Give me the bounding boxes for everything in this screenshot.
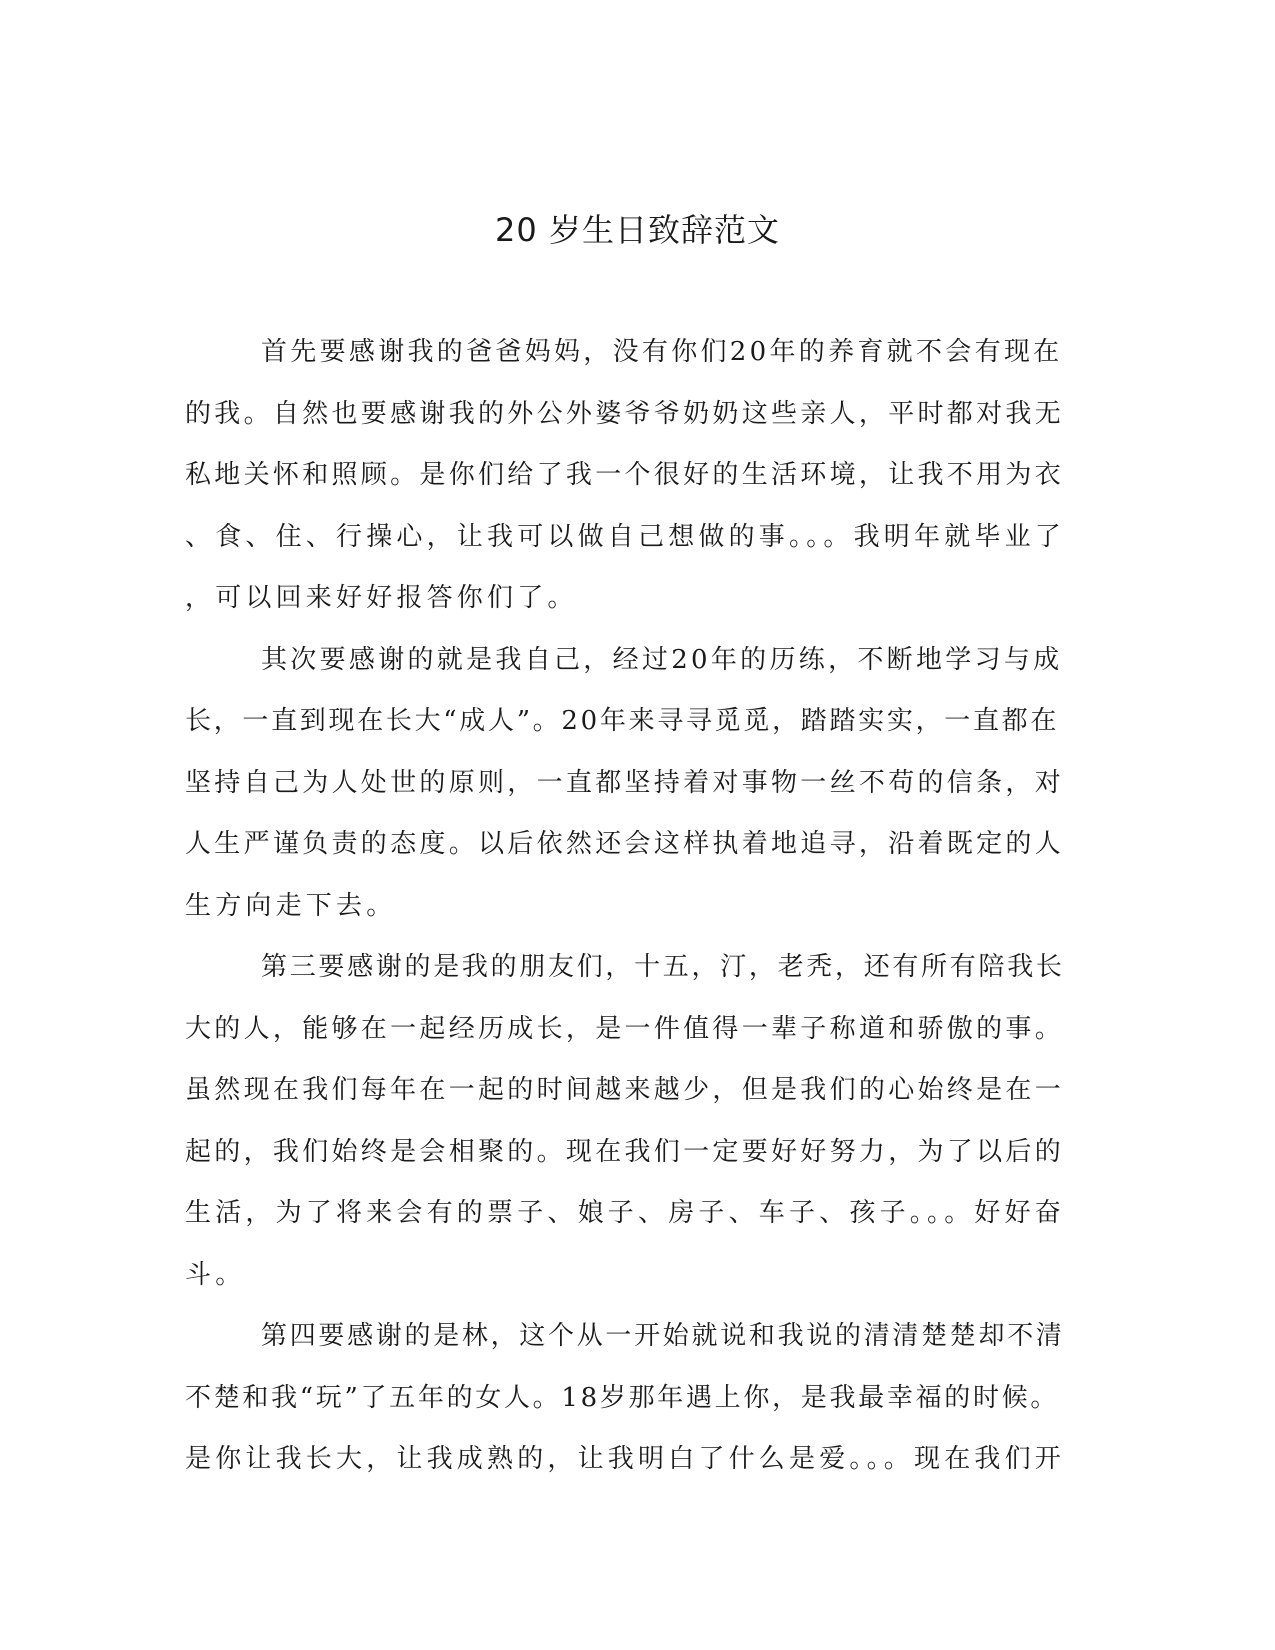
text-line: 大的人，能够在一起经历成长，是一件值得一辈子称道和骄傲的事。 [185, 1013, 1065, 1044]
document-title: 20 岁生日致辞范文 [495, 211, 780, 249]
text-line: 是你让我长大，让我成熟的，让我明白了什么是爱。。。现在我们开 [185, 1444, 1066, 1474]
text-line: 坚持自己为人处世的原则，一直都坚持着对事物一丝不苟的信条，对 [185, 767, 1065, 798]
text-line: 虽然现在我们每年在一起的时间越来越少，但是我们的心始终是在一 [185, 1075, 1065, 1105]
text-line: 其次要感谢的就是我自己，经过20年的历练，不断地学习与成 [261, 644, 1063, 675]
text-line: 不楚和我“玩”了五年的女人。18岁那年遇上你，是我最幸福的时候。 [185, 1382, 1060, 1413]
text-line: 、食、住、行操心，让我可以做自己想做的事。。。我明年就毕业了 [185, 521, 1066, 552]
text-line: 第三要感谢的是我的朋友们，十五，汀，老秃，还有所有陪我长 [261, 952, 1065, 982]
text-line: 第四要感谢的是林，这个从一开始就说和我说的清清楚楚却不清 [261, 1321, 1065, 1351]
text-line: 私地关怀和照顾。是你们给了我一个很好的生活环境，让我不用为衣 [185, 460, 1065, 490]
text-line: 生活，为了将来会有的票子、娘子、房子、车子、孩子。。。好好奋 [185, 1198, 1066, 1228]
text-line: 斗。 [185, 1259, 246, 1290]
text-line: 人生严谨负责的态度。以后依然还会这样执着地追寻，沿着既定的人 [185, 829, 1065, 859]
text-line: ，可以回来好好报答你们了。 [185, 583, 578, 613]
text-line: 起的，我们始终是会相聚的。现在我们一定要好好努力，为了以后的 [185, 1136, 1065, 1167]
text-line: 长，一直到现在长大“成人”。20年来寻寻觅觅，踏踏实实，一直都在 [185, 706, 1060, 736]
text-line: 首先要感谢我的爸爸妈妈，没有你们20年的养育就不会有现在 [261, 337, 1063, 367]
text-line: 生方向走下去。 [185, 890, 397, 921]
text-line: 的我。自然也要感谢我的外公外婆爷爷奶奶这些亲人，平时都对我无 [185, 398, 1065, 429]
document-body [185, 322, 1065, 1491]
